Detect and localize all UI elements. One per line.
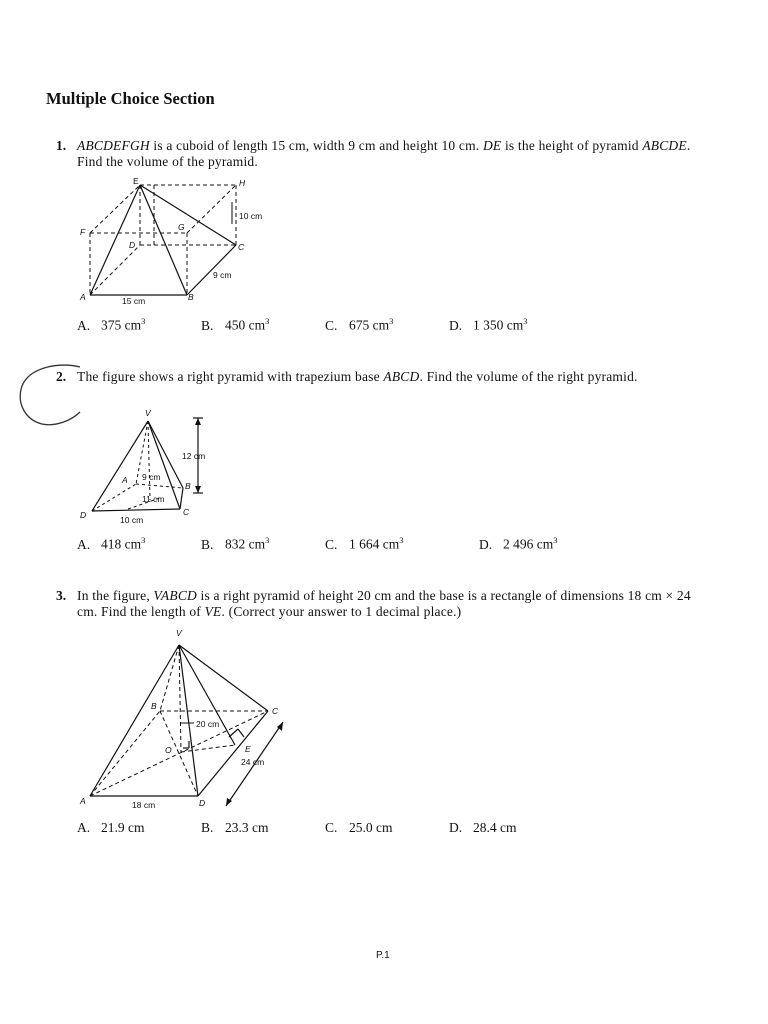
math-term: DE (482, 138, 502, 153)
edge-da (92, 484, 136, 511)
option-letter: B. (201, 317, 214, 333)
section-title: Multiple Choice Section (46, 89, 215, 108)
math-term: VABCD (153, 588, 197, 603)
label-bottom-side: 10 cm (120, 515, 144, 525)
right-angle-mark (238, 729, 244, 737)
text-span: The figure shows a right pyramid with trapezium base (77, 369, 384, 384)
option-exponent: 3 (523, 316, 528, 326)
option-c[interactable] (325, 535, 404, 553)
label-v: V (176, 628, 182, 638)
label-a: A (80, 292, 86, 302)
option-c[interactable] (325, 820, 393, 836)
question-text (77, 369, 697, 385)
math-term: VE (204, 604, 222, 619)
option-letter: B. (201, 820, 214, 835)
edge-gh (187, 185, 236, 233)
label-d: D (80, 510, 87, 520)
option-value: 675 cm (349, 317, 390, 333)
text-span: . Find the volume of the pyramid. (77, 138, 691, 169)
label-b: B (185, 481, 191, 491)
label-top-side: 9 cm (142, 472, 161, 482)
math-term: ABCDE (642, 138, 687, 153)
label-a: A (80, 796, 86, 806)
option-letter: C. (325, 317, 338, 333)
option-c[interactable] (325, 316, 393, 334)
label-v: V (145, 408, 151, 418)
option-value: 1 664 cm (349, 536, 400, 552)
math-term: ABCDEFGH (77, 138, 150, 153)
label-c: C (183, 507, 190, 517)
label-b: B (151, 701, 157, 711)
option-value: 23.3 cm (225, 820, 269, 835)
question-number: 3. (56, 588, 67, 603)
option-letter: D. (449, 820, 463, 835)
label-height: 20 cm (196, 719, 220, 729)
text-span: . Find the volume of the right pyramid. (419, 369, 638, 384)
option-d[interactable] (449, 820, 517, 836)
option-a[interactable] (77, 535, 145, 553)
slant-ve (179, 645, 235, 745)
option-exponent: 3 (553, 535, 558, 545)
option-value: 375 cm (101, 317, 142, 333)
option-exponent: 3 (141, 535, 146, 545)
edge-vd (92, 421, 148, 511)
label-d: D (129, 240, 136, 250)
text-span: In the figure, (77, 588, 154, 603)
option-b[interactable] (201, 820, 269, 836)
label-a: A (122, 475, 128, 485)
arrow-head-down (195, 486, 201, 493)
option-letter: A. (77, 317, 91, 333)
option-a[interactable] (77, 316, 145, 334)
rectangular-pyramid-figure (74, 624, 300, 814)
label-b: B (188, 292, 194, 302)
option-letter: C. (325, 820, 338, 835)
label-side-ad: 18 cm (132, 800, 156, 810)
label-f: F (80, 227, 86, 237)
label-d: D (199, 798, 206, 808)
option-value: 832 cm (225, 536, 266, 552)
option-value: 418 cm (101, 536, 142, 552)
label-g: G (178, 222, 185, 232)
label-length: 15 cm (122, 296, 146, 306)
label-width: 11 cm (142, 494, 165, 504)
label-c: C (238, 242, 245, 252)
edge-eb (140, 185, 187, 295)
math-term: ABCD (383, 369, 420, 384)
option-letter: D. (479, 536, 493, 552)
cuboid-pyramid-figure (70, 172, 280, 312)
text-span: is a right pyramid of height 20 cm and the base is a rectangle of dimensions 18 cm × 24 cm. Find the length of (77, 588, 691, 619)
edge-va (90, 645, 179, 796)
edge-dc (92, 509, 180, 511)
label-height: 12 cm (182, 451, 206, 461)
option-exponent: 3 (389, 316, 394, 326)
edge-vb (160, 645, 179, 711)
label-height: 10 cm (239, 211, 263, 221)
label-o: O (165, 745, 172, 755)
option-value: 21.9 cm (101, 820, 145, 835)
option-b[interactable] (201, 535, 269, 553)
option-letter: C. (325, 536, 338, 552)
option-exponent: 3 (265, 316, 270, 326)
option-value: 2 496 cm (503, 536, 554, 552)
height-line (148, 421, 150, 500)
page-number: P.1 (376, 950, 390, 961)
right-angle-mark (229, 729, 238, 737)
option-exponent: 3 (141, 316, 146, 326)
label-side-cd: 24 cm (241, 757, 265, 767)
edge-ab (136, 484, 183, 488)
label-width: 9 cm (213, 270, 232, 280)
option-letter: A. (77, 820, 91, 835)
option-value: 28.4 cm (473, 820, 517, 835)
edge-ab (90, 711, 160, 796)
text-span: is the height of pyramid (501, 138, 643, 153)
trapezium-pyramid-figure (74, 402, 224, 530)
label-c: C (272, 706, 279, 716)
option-letter: B. (201, 536, 214, 552)
question-text (77, 588, 697, 620)
text-span: is a cuboid of length 15 cm, width 9 cm and height 10 cm. (149, 138, 483, 153)
option-exponent: 3 (399, 535, 404, 545)
label-e: E (133, 176, 139, 186)
option-value: 25.0 cm (349, 820, 393, 835)
label-h: H (239, 178, 246, 188)
text-span: . (Correct your answer to 1 decimal place.) (221, 604, 462, 619)
option-d[interactable] (479, 535, 558, 553)
label-e: E (245, 744, 251, 754)
option-letter: A. (77, 536, 91, 552)
edge-vc (179, 645, 268, 711)
option-value: 450 cm (225, 317, 266, 333)
question-number: 1. (56, 138, 67, 153)
option-exponent: 3 (265, 535, 270, 545)
edge-fe (90, 185, 140, 233)
edge-ad (90, 245, 140, 295)
option-b[interactable] (201, 316, 269, 334)
option-letter: D. (449, 317, 463, 333)
option-d[interactable] (449, 316, 528, 334)
question-text (77, 138, 697, 170)
option-value: 1 350 cm (473, 317, 524, 333)
arrow-head-up (195, 418, 201, 425)
edge-cb (180, 488, 183, 509)
question-number: 2. (56, 369, 67, 384)
option-a[interactable] (77, 820, 145, 836)
